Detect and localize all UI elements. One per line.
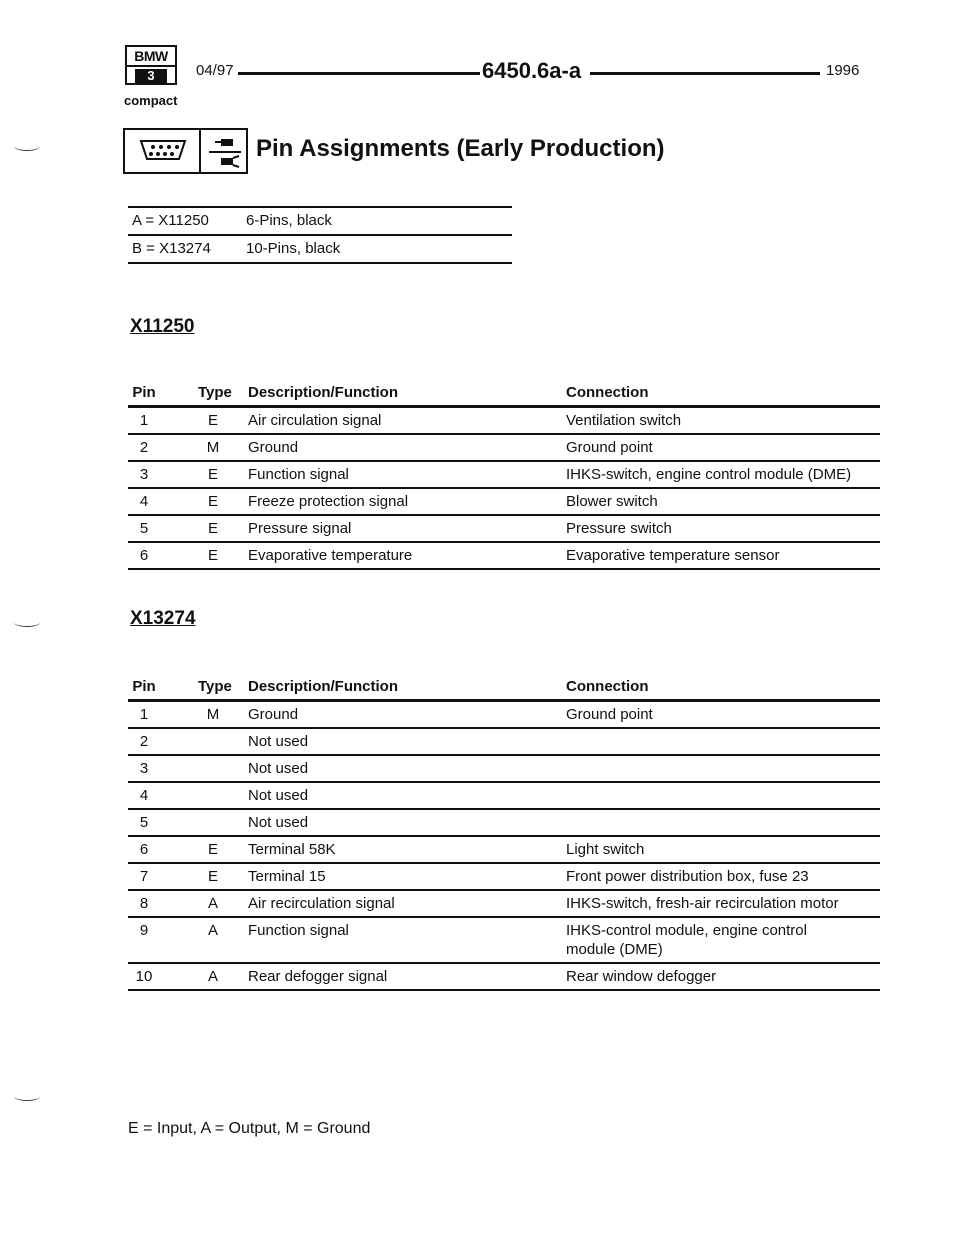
cell-desc: Rear defogger signal [248, 968, 388, 985]
section-heading-x11250: X11250 [130, 316, 195, 337]
section-heading-x13274: X13274 [130, 608, 196, 629]
cell-pin: 3 [139, 760, 149, 777]
connector-row [128, 206, 512, 234]
col-header-pin: Pin [132, 384, 156, 401]
cell-pin: 4 [139, 787, 149, 804]
connector-table [128, 206, 512, 264]
cell-type: E [207, 466, 218, 483]
cell-desc: Ground [248, 706, 299, 723]
cell-type: E [207, 520, 218, 537]
pin-table-x13274 [128, 699, 880, 991]
table-row [128, 543, 880, 570]
cell-desc: Terminal 58K [248, 841, 336, 858]
header-year: 1996 [826, 62, 860, 79]
cell-desc: Freeze protection signal [248, 493, 409, 510]
cell-desc: Not used [248, 787, 309, 804]
table-row [128, 918, 880, 964]
cell-type: E [207, 547, 218, 564]
cell-desc: Pressure signal [248, 520, 352, 537]
table-row [128, 756, 880, 783]
pin-table-x11250 [128, 405, 880, 570]
cell-conn: Pressure switch [566, 520, 672, 537]
connector-desc: 10-Pins, black [246, 240, 341, 257]
cell-conn: Front power distribution box, fuse 23 [566, 868, 809, 885]
table-row [128, 516, 880, 543]
cell-type: A [207, 895, 218, 912]
table-row [128, 810, 880, 837]
cell-desc: Function signal [248, 922, 349, 939]
col-header-type: Type [198, 384, 232, 401]
icon-divider [199, 130, 201, 172]
col-header-desc: Description/Function [248, 384, 398, 401]
table-row [128, 891, 880, 918]
cell-desc: Not used [248, 760, 309, 777]
scan-mark [14, 618, 40, 627]
cell-pin: 2 [139, 733, 149, 750]
table-row [128, 864, 880, 891]
cell-pin: 7 [139, 868, 149, 885]
cell-desc: Air recirculation signal [248, 895, 395, 912]
table-row [128, 729, 880, 756]
table-row [128, 489, 880, 516]
cell-conn: Ground point [566, 439, 653, 456]
cell-pin: 3 [139, 466, 149, 483]
col-header-desc: Description/Function [248, 678, 398, 695]
logo-series: 3 [135, 69, 167, 83]
cell-desc: Not used [248, 814, 309, 831]
cell-pin: 1 [139, 706, 149, 723]
header-rule-left [238, 72, 480, 75]
table-row [128, 462, 880, 489]
page-title: Pin Assignments (Early Production) [256, 135, 665, 162]
cell-desc: Ground [248, 439, 299, 456]
header-date: 04/97 [196, 62, 234, 79]
col-header-conn: Connection [566, 384, 649, 401]
cell-conn: Blower switch [566, 493, 658, 510]
cell-conn: Evaporative temperature sensor [566, 547, 780, 564]
table-header-x11250 [128, 380, 880, 406]
cell-desc: Not used [248, 733, 309, 750]
table-row [128, 964, 880, 991]
cell-type: A [207, 922, 218, 939]
cell-type: E [207, 841, 218, 858]
col-header-pin: Pin [132, 678, 156, 695]
col-header-conn: Connection [566, 678, 649, 695]
cell-conn: Light switch [566, 841, 645, 858]
col-header-type: Type [198, 678, 232, 695]
cell-pin: 6 [139, 841, 149, 858]
cell-desc: Evaporative temperature [248, 547, 413, 564]
table-row [128, 408, 880, 435]
cell-conn: Ventilation switch [566, 412, 682, 429]
header-rule-right [590, 72, 820, 75]
cell-pin: 10 [135, 968, 153, 985]
type-legend: E = Input, A = Output, M = Ground [128, 1120, 371, 1137]
table-row [128, 837, 880, 864]
cell-pin: 6 [139, 547, 149, 564]
cell-conn-cont: module (DME) [566, 941, 663, 958]
cell-conn: Ground point [566, 706, 653, 723]
table-row [128, 783, 880, 810]
cell-type: E [207, 868, 218, 885]
logo-brand: BMW [127, 47, 175, 67]
cell-desc: Air circulation signal [248, 412, 382, 429]
connector-id: B = X13274 [132, 240, 211, 257]
cell-conn: Rear window defogger [566, 968, 717, 985]
scan-mark [14, 142, 40, 151]
cell-pin: 5 [139, 520, 149, 537]
connector-desc: 6-Pins, black [246, 212, 332, 229]
cell-type: A [207, 968, 218, 985]
cell-type: E [207, 412, 218, 429]
cell-desc: Terminal 15 [248, 868, 326, 885]
cell-pin: 2 [139, 439, 149, 456]
connector-pins-icon [139, 139, 187, 161]
cell-conn: IHKS-switch, fresh-air recirculation motor [566, 895, 839, 912]
cell-desc: Function signal [248, 466, 349, 483]
cell-pin: 5 [139, 814, 149, 831]
scan-mark [14, 1092, 40, 1101]
plug-socket-icon [209, 136, 241, 168]
cell-type: E [207, 493, 218, 510]
cell-pin: 4 [139, 493, 149, 510]
cell-type: M [206, 706, 220, 723]
cell-pin: 1 [139, 412, 149, 429]
cell-conn: IHKS-switch, engine control module (DME) [566, 466, 852, 483]
logo-subtitle: compact [124, 93, 178, 108]
cell-pin: 9 [139, 922, 149, 939]
cell-pin: 8 [139, 895, 149, 912]
document-code: 6450.6a-a [482, 58, 582, 83]
title-icon-group [123, 128, 248, 174]
table-header-x13274 [128, 674, 880, 700]
table-row [128, 702, 880, 729]
connector-row [128, 234, 512, 264]
connector-id: A = X11250 [132, 212, 209, 229]
cell-type: M [206, 439, 220, 456]
table-row [128, 435, 880, 462]
cell-conn: IHKS-control module, engine control [566, 922, 807, 939]
bmw-3-logo [125, 45, 177, 85]
